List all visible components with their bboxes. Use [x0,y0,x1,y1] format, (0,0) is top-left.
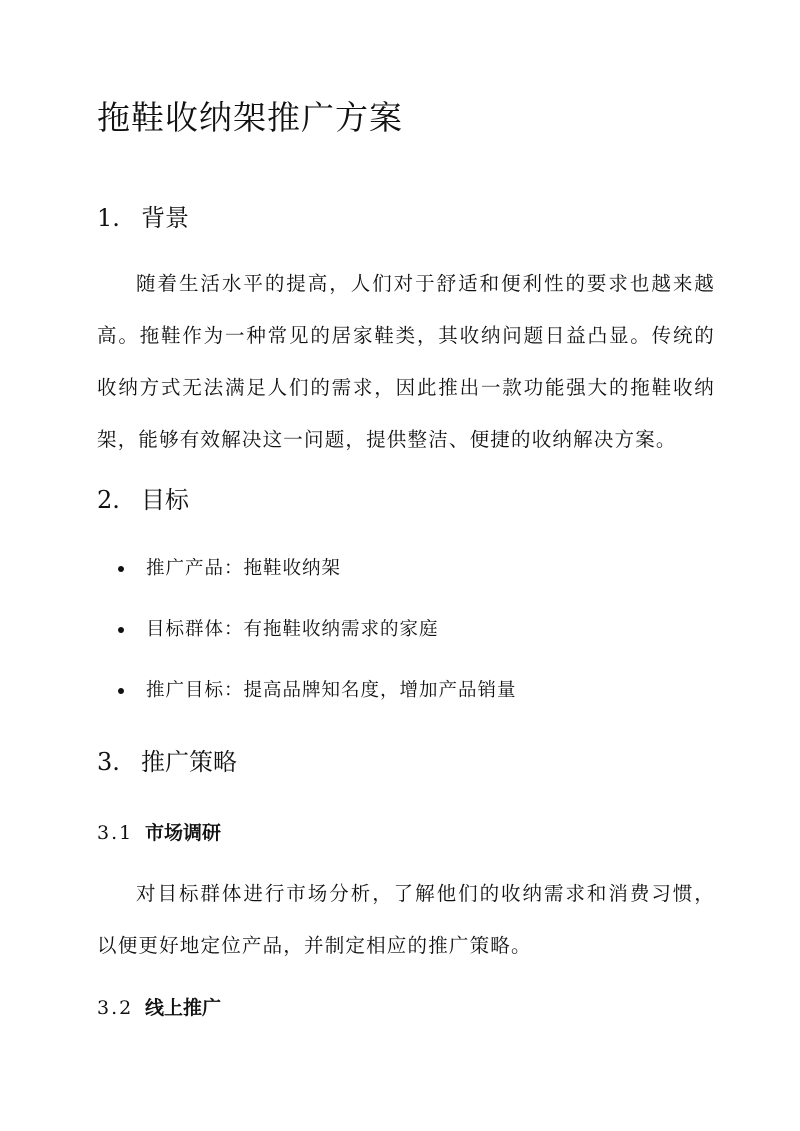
section-number: 2. [97,486,120,514]
list-item [118,678,517,739]
section-number: 1. [97,204,120,232]
market-research-paragraph: 对目标群体进行市场分析，了解他们的收纳需求和消费习惯，以便更好地定位产品，并制定相应的推广策略。 [97,882,715,957]
subsection-heading-market-research [97,818,221,845]
list-item [118,556,517,617]
list-item [118,617,517,678]
subsection-number: 3.2 [97,997,134,1019]
subsection-number: 3.1 [97,822,134,844]
section-heading-background [97,198,189,233]
list-item-text: 推广目标：提高品牌知名度，增加产品销量 [146,680,517,701]
section-heading-strategy [97,742,237,777]
list-item-text: 推广产品：拖鞋收纳架 [146,558,342,579]
list-item-text: 目标群体：有拖鞋收纳需求的家庭 [146,619,439,640]
section-title: 背景 [141,204,189,232]
goals-list [118,556,517,739]
section-number: 3. [97,748,120,776]
subsection-title: 线上推广 [145,997,222,1019]
bullet-dot-icon [118,688,124,694]
section-title: 目标 [141,486,189,514]
section-title: 推广策略 [141,748,237,776]
bullet-dot-icon [118,566,124,572]
document-title: 拖鞋收纳架推广方案 [97,98,403,137]
subsection-heading-online-promotion [97,993,221,1020]
bullet-dot-icon [118,627,124,633]
background-paragraph: 随着生活水平的提高，人们对于舒适和便利性的要求也越来越高。拖鞋作为一种常见的居家鞋类，其收纳问题日益凸显。传统的收纳方式无法满足人们的需求，因此推出一款功能强大的拖鞋收纳架，能够有效解决这一问题，提供整洁、便捷的收纳解决方案。 [97,272,715,451]
subsection-title: 市场调研 [145,822,222,844]
section-heading-goals [97,480,189,515]
